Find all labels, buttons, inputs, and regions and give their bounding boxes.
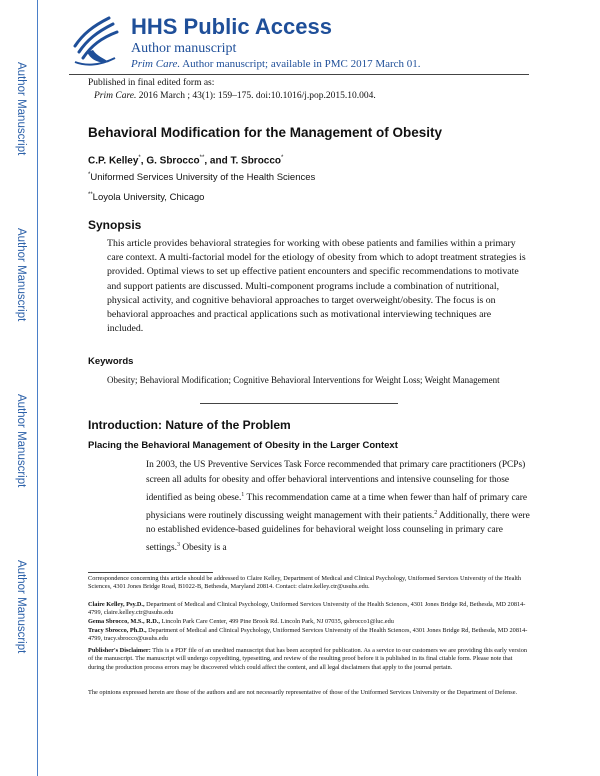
author-name: G. Sbrocco — [146, 155, 200, 167]
intro-paragraph — [146, 458, 531, 556]
author-mark: * — [138, 155, 141, 161]
intro-heading: Introduction: Nature of the Problem — [88, 418, 291, 432]
published-note: Published in final edited form as: — [88, 78, 215, 88]
synopsis-text: This article provides behavioral strategies for working with obese patients and families within a primary care context. A multi-factorial model for the etiology of obesity from which to adopt treatment strategies is provided. Optimal views to set up effective patient encounters and specific recommendations to motivate and support patients are discussed. Multi-component programs include a combination of nutritional, physical activity, and cognitive behavioral approaches to target overweight/obesity. The focus is on behavioral approaches and practical applications such as motivational interviewing techniques are included. — [107, 238, 526, 335]
author-separator: , and — [204, 155, 231, 167]
affiliation — [88, 172, 315, 183]
keywords-heading: Keywords — [88, 356, 134, 367]
disclaimer-text: This is a PDF file of an unedited manuscript that has been accepted for publication. As a service to our customers we are providing this early version of the manuscript. The manuscript will undergo copyediting, typesetting, and review of the resulting proof before it is published in its final citable form. Please note that during the production process errors may be discovered which could affect the content, and all legal disclaimers that apply to the journal pertain. — [88, 647, 527, 671]
opinions-note: The opinions expressed herein are those of the authors and are not necessarily representative of those of the Uniformed Services University or the Department of Defense. — [88, 689, 518, 696]
author-footnote-name: Gema Sbrocco, M.S., R.D., — [88, 618, 160, 625]
author-name: T. Sbrocco — [230, 155, 282, 167]
citation-ref: 3 — [177, 542, 180, 549]
citation-journal: Prim Care. — [94, 91, 137, 101]
hhs-title: HHS Public Access — [131, 14, 332, 39]
correspondence-note: Correspondence concerning this article should be addressed to Claire Kelley, Department of Medical and Clinical Psychology, Uniformed Services University of the Health Sciences, 4301 Jones Bridge Road, B1022-B, Bethesda, Maryland 20814. Contact: claire.kelley.ctr@usuhs.edu. — [88, 575, 522, 591]
citation-ref: 1 — [241, 491, 245, 498]
intro-text: In 2003, the US Preventive Services Task Force recommended that primary care practitioners (PCPs) screen all adults for obesity and offer behavioral interventions and intensive counseling for those identified as being obese. — [146, 460, 526, 503]
disclaimer-label: Publisher's Disclaimer: — [88, 647, 151, 654]
availability-journal: Prim Care. — [131, 58, 181, 70]
sidebar-label: Author Manuscript — [15, 228, 27, 322]
keywords-divider — [200, 403, 398, 404]
availability-line — [131, 58, 421, 70]
synopsis-heading: Synopsis — [88, 218, 142, 232]
sidebar-label: Author Manuscript — [15, 62, 27, 156]
citation-ref: 2 — [434, 509, 438, 516]
author-footnote-name: Claire Kelley, Psy.D., — [88, 601, 145, 608]
sidebar-divider — [37, 0, 38, 776]
keywords-text: Obesity; Behavioral Modification; Cognitive Behavioral Interventions for Weight Loss; Weight Management — [107, 375, 500, 385]
intro-text: This recommendation came at a time when fewer than half of primary care physicians were routinely discussing weight management with their patients. — [146, 492, 528, 521]
author-separator: , — [140, 155, 147, 167]
affiliation-text: Uniformed Services University of the Health Sciences — [90, 172, 316, 184]
author-name: C.P. Kelley — [88, 155, 139, 167]
hhs-eagle-logo-icon — [69, 12, 123, 68]
affiliation-mark: ** — [88, 192, 93, 198]
author-footnote-text: Department of Medical and Clinical Psychology, Uniformed Services University of the Health Sciences, 4301 Jones Bridge Rd, Bethesda, MD 20814-4799, tracy.sbrocco@usuhs.edu — [88, 627, 528, 643]
intro-text: Obesity is a — [180, 543, 227, 554]
publisher-disclaimer — [88, 647, 528, 672]
sidebar-label: Author Manuscript — [15, 394, 27, 488]
author-manuscript-sidebar — [0, 0, 34, 776]
citation-text: 2016 March ; 43(1): 159–175. doi:10.1016/j.pop.2015.10.004. — [136, 91, 376, 101]
intro-subheading: Placing the Behavioral Management of Obesity in the Larger Context — [88, 440, 398, 451]
author-footnote-text: Department of Medical and Clinical Psychology, Uniformed Services University of the Health Sciences, 4301 Jones Bridge Rd, Bethesda, MD 20814-4799, claire.kelley.ctr@usuhs.edu — [88, 601, 526, 617]
affiliation-text: Loyola University, Chicago — [92, 192, 205, 204]
citation-line — [94, 91, 376, 101]
sidebar-label: Author Manuscript — [15, 560, 27, 654]
author-footnote — [88, 618, 528, 626]
author-list — [88, 155, 283, 166]
affiliation-mark: * — [88, 172, 91, 178]
intro-text: Additionally, there were no established evidence-based guidelines for behavioral weight loss counseling in primary care settings. — [146, 510, 530, 554]
author-footnote-name: Tracy Sbrocco, Ph.D., — [88, 627, 147, 634]
author-footnote — [88, 627, 528, 644]
footnote-divider — [88, 572, 213, 573]
affiliation — [88, 192, 204, 203]
author-mark: ** — [199, 155, 205, 161]
header-divider — [69, 74, 529, 75]
hhs-subtitle: Author manuscript — [131, 41, 237, 56]
article-title: Behavioral Modification for the Management of Obesity — [88, 125, 443, 140]
author-footnote-text: Lincoln Park Care Center, 499 Pine Brook Rd. Lincoln Park, NJ 07035, gsbrocco1@luc.edu — [159, 618, 394, 625]
author-footnote — [88, 601, 528, 618]
author-mark: * — [281, 155, 284, 161]
availability-text: Author manuscript; available in PMC 2017 March 01. — [180, 58, 421, 70]
